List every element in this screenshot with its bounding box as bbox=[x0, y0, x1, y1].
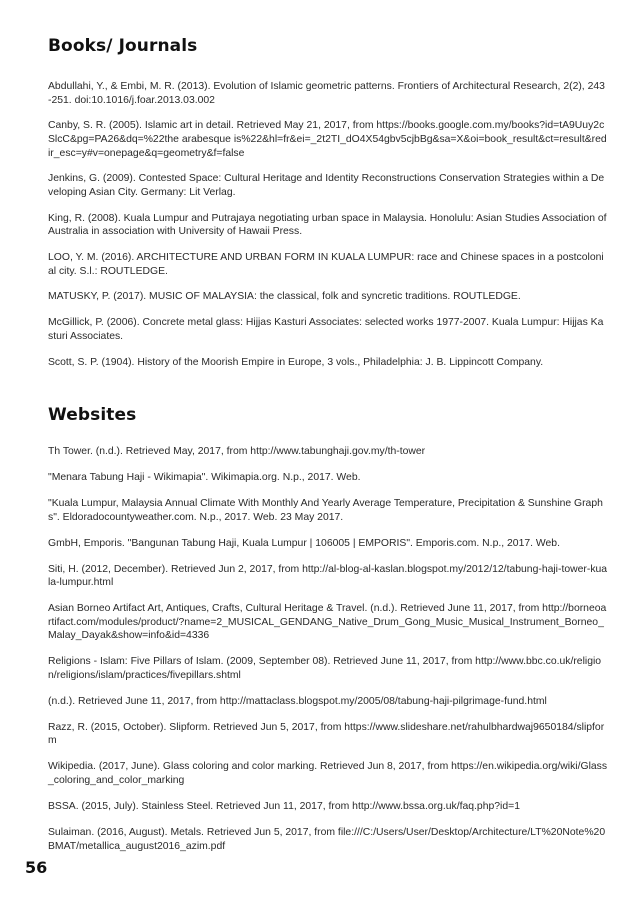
book-reference: Jenkins, G. (2009). Contested Space: Cultural Heritage and Identity Reconstructions Conservation Strategies within a Developing Asian City. Germany: Lit Verlag. bbox=[48, 173, 605, 198]
website-reference: BSSA. (2015, July). Stainless Steel. Retrieved Jun 11, 2017, from http://www.bssa.org.uk/faq.php?id=1 bbox=[48, 801, 520, 812]
book-reference: King, R. (2008). Kuala Lumpur and Putrajaya negotiating urban space in Malaysia. Honolulu: Asian Studies Association of Australia in association with University of Hawaii Press. bbox=[48, 212, 607, 238]
website-reference: Siti, H. (2012, December). Retrieved Jun 2, 2017, from http://al-blog-al-kaslan.blogspot.my/2012/12/tabung-haji-tower-kuala-lumpur.html bbox=[48, 563, 608, 589]
books-journals-heading: Books/ Journals bbox=[48, 36, 198, 56]
website-reference: Wikipedia. (2017, June). Glass coloring and color marking. Retrieved Jun 8, 2017, from https://en.wikipedia.org/wiki/Glass_coloring_and_color_marking bbox=[48, 761, 608, 787]
page-number: 56 bbox=[25, 858, 48, 877]
website-reference: Razz, R. (2015, October). Slipform. Retrieved Jun 5, 2017, from https://www.slideshare.net/rahulbhardwaj9650184/slipform bbox=[48, 721, 605, 747]
book-reference: Canby, S. R. (2005). Islamic art in detail. Retrieved May 21, 2017, from https://books.google.com.my/books?id=tA9Uuy2cSlcC&pg=PA26&dq=%22the arabesque is%22&hl=fr&ei=_2t2TI_dO4X54gbv5cjbBg&sa=X&oi=book_result&ct=result&redir_esc=y#v=onepage&q=geometry&f=false bbox=[48, 120, 607, 159]
books-reference-list bbox=[48, 80, 608, 381]
book-reference: McGillick, P. (2006). Concrete metal glass: Hijjas Kasturi Associates: selected works 1977-2007. Kuala Lumpur: Hijjas Kasturi Associates. bbox=[48, 317, 604, 342]
website-reference: Th Tower. (n.d.). Retrieved May, 2017, from http://www.tabunghaji.gov.my/th-tower bbox=[48, 446, 426, 457]
website-reference: (n.d.). Retrieved June 11, 2017, from http://mattaclass.blogspot.my/2005/08/tabung-haji-pilgrimage-fund.html bbox=[48, 695, 547, 707]
book-reference: Scott, S. P. (1904). History of the Moorish Empire in Europe, 3 vols., Philadelphia: J. B. Lippincott Company. bbox=[48, 356, 544, 368]
website-reference: "Menara Tabung Haji - Wikimapia". Wikimapia.org. N.p., 2017. Web. bbox=[48, 471, 361, 483]
website-reference: Asian Borneo Artifact Art, Antiques, Crafts, Cultural Heritage & Travel. (n.d.). Retrieved June 11, 2017, from http://borneoartifact.com/modules/product/?name=2_MUSICAL_GENDANG_Native_Drum_Gong_Music_Musical_Instrument_Borneo_Malay_Dayak&show=info&id=4336 bbox=[48, 603, 607, 642]
websites-reference-list bbox=[48, 445, 608, 866]
book-reference: MATUSKY, P. (2017). MUSIC OF MALAYSIA: the classical, folk and syncretic traditions. ROUTLEDGE. bbox=[48, 291, 521, 303]
book-reference: Abdullahi, Y., & Embi, M. R. (2013). Evolution of Islamic geometric patterns. Frontiers of Architectural Research, 2(2), 243-251. doi:10.1016/j.foar.2013.03.002 bbox=[48, 81, 605, 106]
website-reference: "Kuala Lumpur, Malaysia Annual Climate With Monthly And Yearly Average Temperature, Precipitation & Sunshine Graphs". Eldoradocountyweather.com. N.p., 2017. Web. 23 May 2017. bbox=[48, 497, 603, 523]
book-reference: LOO, Y. M. (2016). ARCHITECTURE AND URBAN FORM IN KUALA LUMPUR: race and Chinese spaces in a postcolonial city. S.l.: ROUTLEDGE. bbox=[48, 252, 604, 277]
website-reference: GmbH, Emporis. "Bangunan Tabung Haji, Kuala Lumpur | 106005 | EMPORIS". Emporis.com. N.p., 2017. Web. bbox=[48, 537, 560, 549]
website-reference: Sulaiman. (2016, August). Metals. Retrieved Jun 5, 2017, from file:///C:/Users/User/Desktop/Architecture/LT%20Note%20BMAT/metallica_august2016_azim.pdf bbox=[48, 826, 606, 852]
websites-heading: Websites bbox=[48, 405, 137, 425]
website-reference: Religions - Islam: Five Pillars of Islam. (2009, September 08). Retrieved June 11, 2017, from http://www.bbc.co.uk/religion/religions/islam/practices/fivepillars.shtml bbox=[48, 656, 602, 681]
